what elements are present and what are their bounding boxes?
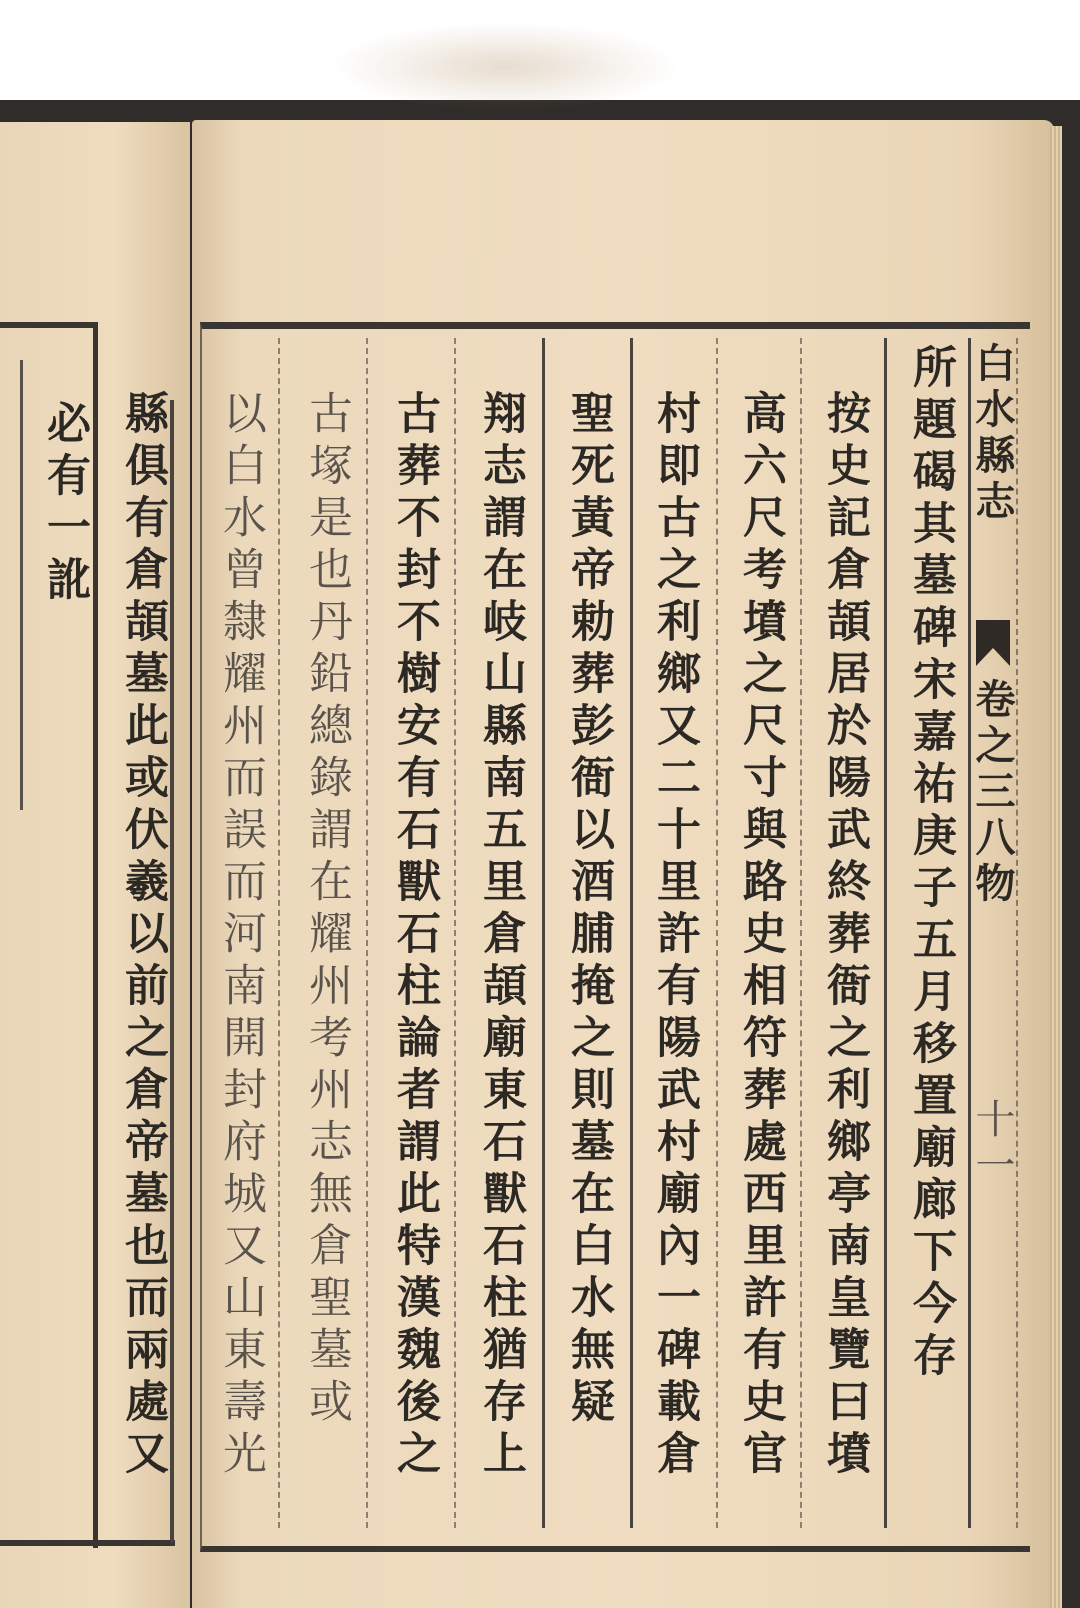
left-text-column-1: 縣俱有倉頡墓此或伏羲以前之倉帝墓也而兩處又 — [117, 390, 168, 1482]
gazetteer-title: 白水縣志 — [969, 342, 1016, 526]
text-column-2: 按史記倉頡居於陽武終葬衙之利鄉亭南皇覽曰墳 — [819, 390, 870, 1482]
page-edges — [1050, 126, 1062, 1608]
text-column-9: 以白水曾隸耀州而誤而河南開封府城又山東壽光 — [215, 390, 266, 1482]
text-column-8: 古塚是也丹鉛總錄謂在耀州考州志無倉聖墓或 — [301, 390, 352, 1430]
left-page-inner-rule — [20, 360, 23, 810]
column-rule — [278, 338, 280, 1528]
column-rule — [716, 338, 718, 1528]
volume-label: 卷之三八物 — [969, 678, 1016, 908]
left-page-frame-bottom — [0, 1540, 175, 1546]
column-rule — [800, 338, 802, 1528]
text-column-7: 古葬不封不樹安有石獸石柱論者謂此特漢魏後之 — [389, 390, 440, 1482]
text-column-6: 翔志謂在岐山縣南五里倉頡廟東石獸石柱猶存上 — [475, 390, 526, 1482]
text-column-5: 聖死黃帝勅葬彭衙以酒脯掩之則墓在白水無疑 — [563, 390, 614, 1430]
column-rule — [454, 338, 456, 1528]
fish-tail-ornament — [976, 620, 1010, 666]
left-text-column-2: 必有一訛 — [39, 400, 90, 608]
text-column-1: 所題碣其墓碑宋嘉祐庚子五月移置廟廊下今存 — [905, 344, 956, 1384]
text-column-3: 高六尺考墳之尺寸與路史相符葬處西里許有史官 — [735, 390, 786, 1482]
column-rule — [542, 338, 545, 1528]
column-rule — [884, 338, 887, 1528]
paper-stain — [330, 22, 680, 112]
column-rule — [366, 338, 368, 1528]
folio-number: 十一 — [969, 1098, 1015, 1190]
column-rule — [630, 338, 633, 1528]
left-page-column-rule — [170, 400, 174, 1542]
center-fold-column — [968, 338, 1018, 1528]
text-column-4: 村即古之利鄉又二十里許有陽武村廟內一碑載倉 — [649, 390, 700, 1482]
